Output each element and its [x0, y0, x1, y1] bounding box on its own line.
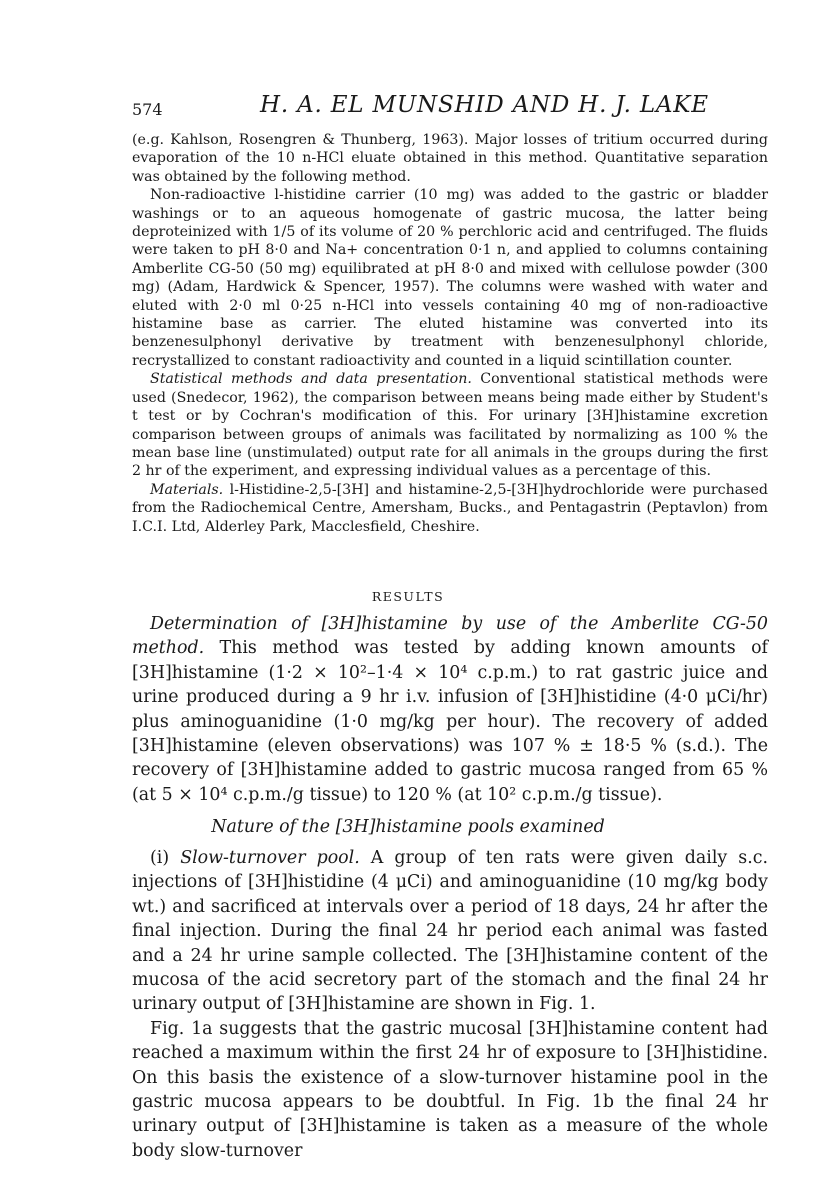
running-head: H. A. EL MUNSHID AND H. J. LAKE — [260, 92, 709, 118]
slow-turnover-paragraph — [132, 846, 768, 1017]
slow-turnover-text: A group of ten rats were given daily s.c. injections of [3H]histidine (4 μCi) and aminoguanidine (10 mg/kg body wt.) and sacrificed at intervals over a period of 18 days, 24 hr after the final injection. During the final 24 hr period each animal was fasted and a 24 hr urine sample collected. The [3H]histamine content of the mucosa of the acid secretory part of the stomach and the final 24 hr urinary output of [3H]histamine are shown in Fig. 1. — [132, 848, 768, 1015]
materials-paragraph — [132, 481, 768, 536]
methods-paragraph-1: (e.g. Kahlson, Rosengren & Thunberg, 1963). Major losses of tritium occurred during evaporation of the 10 n-HCl eluate obtained in this method. Quantitative separation was obtained by the following method. — [132, 132, 768, 185]
results-paragraph-1-block — [132, 612, 768, 807]
statistical-methods-paragraph — [132, 370, 768, 480]
determination-text: This method was tested by adding known amounts of [3H]histamine (1·2 × 10²–1·4 × 10⁴ c.p.m.) to rat gastric juice and urine produced during a 9 hr i.v. infusion of [3H]histidine (4·0 μCi/hr) plus aminoguanidine (1·0 mg/kg per hour). The recovery of added [3H]histamine (eleven observations) was 107 % ± 18·5 % (s.d.). The recovery of [3H]histamine added to gastric mucosa ranged from 65 % (at 5 × 10⁴ c.p.m./g tissue) to 120 % (at 10² c.p.m./g tissue). — [132, 638, 768, 805]
determination-run-in: Determination of [3H]histamine by use of the Amberlite CG-50 method. — [132, 614, 768, 659]
statistical-methods-text: Conventional statistical methods were used (Snedecor, 1962), the comparison between means being made either by Student's t test or by Cochran's modification of this. For urinary [3H]histamine excretion comparison between groups of animals was facilitated by normalizing as 100 % the mean base line (unstimulated) output rate for all animals in the groups during the first 2 hr of the experiment, and expressing individual values as a percentage of this. — [132, 371, 768, 480]
methods-paragraph-2: Non-radioactive l-histidine carrier (10 mg) was added to the gastric or bladder washings or to an aqueous homogenate of gastric mucosa, the latter being deproteinized with 1/5 of its volume of 20 % perchloric acid and centrifuged. The fluids were taken to pH 8·0 and Na+ concentration 0·1 n, and applied to columns containing Amberlite CG-50 (50 mg) equilibrated at pH 8·0 and mixed with cellulose powder (300 mg) (Adam, Hardwick & Spencer, 1957). The columns were washed with water and eluted with 2·0 ml 0·25 n-HCl into vessels containing 40 mg of non-radioactive histamine base as carrier. The eluted histamine was converted into its benzenesulphonyl derivative by treatment with benzenesulphonyl chloride, recrystallized to constant radioactivity and counted in a liquid scintillation counter. — [132, 187, 768, 369]
page-header — [132, 92, 728, 128]
slow-turnover-run-in: Slow-turnover pool. — [180, 848, 360, 868]
slow-turnover-prefix: (i) — [150, 848, 170, 868]
results-heading: RESULTS — [371, 589, 445, 604]
materials-text: l-Histidine-2,5-[3H] and histamine-2,5-[3H]hydrochloride were purchased from the Radiochemical Centre, Amersham, Bucks., and Pentagastrin (Peptavlon) from I.C.I. Ltd, Alderley Park, Macclesfield, Cheshire. — [132, 481, 768, 535]
page-number: 574 — [132, 100, 163, 119]
fig-1-discussion-paragraph: Fig. 1a suggests that the gastric mucosal [3H]histamine content had reached a maximum within the first 24 hr of exposure to [3H]histidine. On this basis the existence of a slow-turnover histamine pool in the gastric mucosa appears to be doubtful. In Fig. 1b the final 24 hr urinary output of [3H]histamine is taken as a measure of the whole body slow-turnover — [132, 1018, 768, 1161]
statistical-methods-run-in: Statistical methods and data presentation. — [150, 371, 472, 388]
results-paragraph-1 — [132, 612, 768, 807]
pools-subheading: Nature of the [3H]histamine pools examined — [211, 817, 605, 837]
materials-run-in: Materials. — [150, 481, 224, 498]
methods-section — [132, 131, 768, 536]
results-paragraphs-block — [132, 846, 768, 1163]
